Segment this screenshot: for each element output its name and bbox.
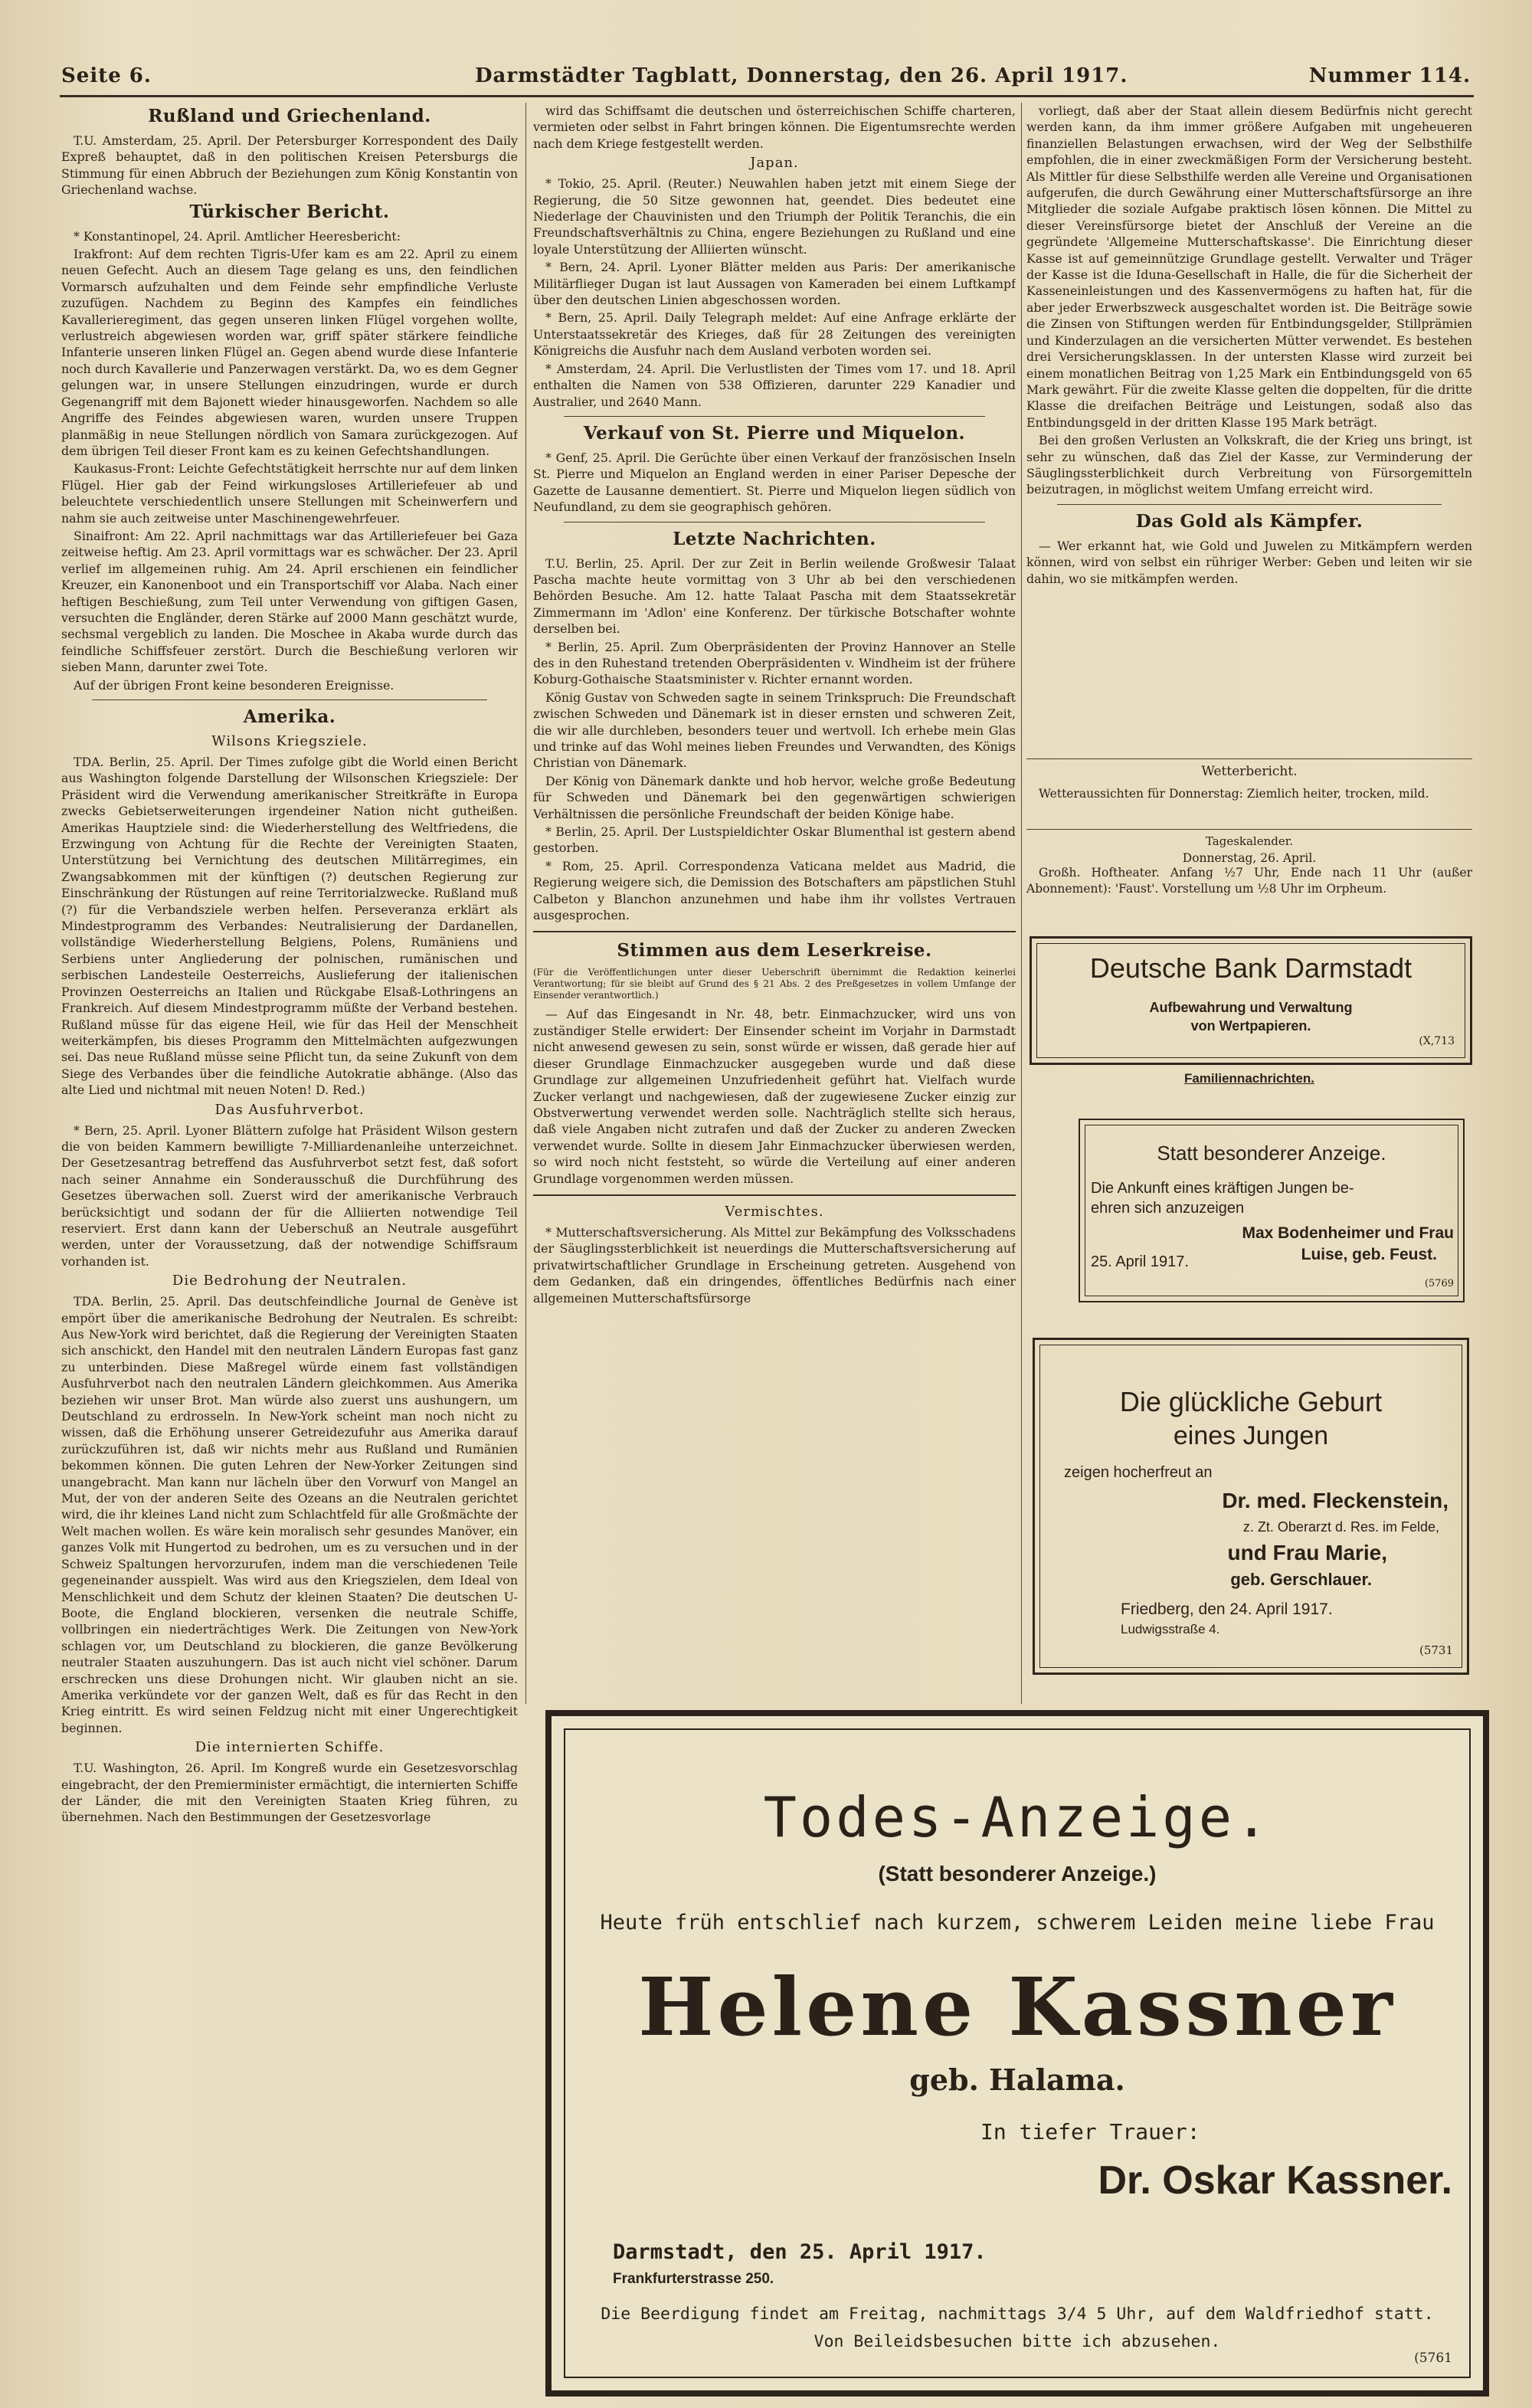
article-latest-2: * Berlin, 25. April. Zum Oberpräsidenten der Provinz Hannover an Stelle des in den Ruhestand tretenden Oberpräsidenten v. Windheim ist der frühere Koburg-Gothaische Staatsminister v. Richter ernannt worden. bbox=[533, 639, 1016, 687]
birth1-names-2: Luise, geb. Feust. bbox=[1301, 1246, 1437, 1263]
article-russia: T.U. Amsterdam, 25. April. Der Petersburger Korrespondent des Daily Expreß behauptet, daß in den politischen Kreisen Petersburgs die Stimmung für einen Abbruch der Beziehungen zum König Konstantin von Griechenland wachse. bbox=[61, 133, 518, 198]
divider bbox=[533, 1194, 1016, 1196]
headline-latest-news: Letzte Nachrichten. bbox=[673, 528, 876, 549]
issue-number: Nummer 114. bbox=[1308, 64, 1471, 87]
obituary-visits-note: Von Beileidsbesuchen bitte ich abzusehen. bbox=[813, 2332, 1221, 2351]
article-st-pierre: * Genf, 25. April. Die Gerüchte über einen Verkauf der französischen Inseln St. Pierre und Miquelon an England werden in einer Pariser Depesche der Gazette de Lausanne dementiert. St. Pierre und Miquelon liegen südlich von Neufundland, zu dem sie geographisch gehören. bbox=[533, 450, 1016, 515]
article-readers-letter: — Auf das Eingesandt in Nr. 48, betr. Einmachzucker, wird uns von zuständiger Stelle erwidert: Der Einsender scheint im Vorjahr in Darmstadt nicht anwesend gewesen zu sein, sonst würde er wissen, daß gerade hier auf dieser Grundlage Einmachzucker ausgegeben wurde und daß diese Grundlage zur allgemeinen Unzufriedenheit geführt hat. Vielfach wurde Zucker verlangt und nachgewiesen, daß der zugewiesene Zucker einzig zur Obstverwertung verwendet werden solle. Nachträglich stellte sich heraus, daß viele Angaben nicht zutrafen und daß der Zucker zu anderen Zwecken verwendet wurde. Sollte in diesem Jahr Einmachzucker überwiesen werden, so wird noch nicht feststeht, so würde die Verteilung auf einer anderen Grundlage vorgenommen werden müssen. bbox=[533, 1007, 1016, 1186]
obituary-place-date: Darmstadt, den 25. April 1917. bbox=[613, 2240, 987, 2264]
obituary-mourning: In tiefer Trauer: bbox=[980, 2119, 1200, 2144]
obituary-code: (5761 bbox=[1414, 2351, 1452, 2366]
birth2-wife: und Frau Marie, bbox=[1227, 1541, 1387, 1564]
divider bbox=[533, 931, 1016, 932]
calendar-heading: Tageskalender. bbox=[1205, 834, 1294, 848]
divider bbox=[564, 522, 985, 523]
birth2-code: (5731 bbox=[1419, 1643, 1453, 1657]
birth2-name: Dr. med. Fleckenstein, bbox=[1222, 1489, 1449, 1512]
birth2-title-2: eines Jungen bbox=[1173, 1421, 1329, 1450]
headline-japan: Japan. bbox=[750, 155, 799, 172]
article-maternity-end: Bei den großen Verlusten an Volkskraft, die der Krieg uns bringt, ist sehr zu wünschen, daß das Ziel der Kasse, zur Verminderung der Säuglingssterblichkeit durch Verbreitung von Fürsorgemitteln beizutragen, in möglichst weitem Umfang erreicht wird. bbox=[1026, 433, 1472, 497]
newspaper-title: Darmstädter Tagblatt, Donnerstag, den 26. April 1917. bbox=[475, 64, 1128, 87]
column-2 bbox=[533, 103, 1016, 1704]
subheadline-interned-ships: Die internierten Schiffe. bbox=[195, 1739, 385, 1756]
calendar-section bbox=[1026, 829, 1472, 899]
article-turk-rest: Auf der übrigen Front keine besonderen Ereignisse. bbox=[74, 677, 394, 693]
headline-america: Amerika. bbox=[243, 706, 336, 727]
article-wilson: TDA. Berlin, 25. April. Der Times zufolge gibt die World einen Bericht aus Washington folgende Darstellung der Wilsonschen Kriegsziele: Der Präsident wird die Verwendung amerikanischer Streitkräfte in Europa zwecks Gebietserweiterungen irgendeiner Nation nicht gutheißen. Amerikas Hauptziele sind: die Wiederherstellung des Weltfriedens, die Erzwingung von Achtung für die Rechte der Vereinigten Staaten, Unterstützung bei Vernichtung des deutschen Militärregimes, ein Zwangsabkommen mit der künftigen (?) deutschen Regierung zur Einschränkung der Rüstungen auf reine Territorialzwecke. Rußland muß (?) für die Verbandsziele werben helfen. Perseveranza erklärt als Mindestprogramm des Verbandes: Neutralisierung der Dardanellen, vollständige Wiederherstellung Belgiens, Polens, Rumäniens und Serbiens unter Angliederung der polnischen, rumänischen und serbischen Landesteile Oesterreichs, Auslieferung der italienischen Provinzen Oesterreichs an Italien und Rückgabe Elsaß-Lothringens an Frankreich. Auf diesem Mindestprogramm müßte der Verband bestehen. Rußland müsse für das eigene Heil, wie für das Heil der Menschheit weiterkämpfen, bis dieses Programm den Mittelmächten aufgezwungen sei. Das neue Rußland müsse seine Pflicht tun, da seine Zukunft von dem Siege des Verbandes über die feindliche Autokratie abhänge. (Also das alte Lied und nichtmal mit neuen Noten! D. Red.) bbox=[61, 755, 518, 1098]
article-interned-ships: T.U. Washington, 26. April. Im Kongreß wurde ein Gesetzesvorschlag eingebracht, der den Premierminister ermächtigt, die internierten Schiffe der Länder, die mit den Vereinigten Staaten Krieg führen, zu übernehmen. Nach den Bestimmungen der Gesetzesvorlage bbox=[61, 1761, 518, 1825]
article-bern-1: * Bern, 24. April. Lyoner Blätter melden aus Paris: Der amerikanische Militärflieger Dugan ist laut Aussagen von Kameraden bei einem Luftkampf über den deutschen Linien abgeschossen worden. bbox=[533, 260, 1016, 308]
birth2-title-1: Die glückliche Geburt bbox=[1119, 1386, 1383, 1417]
subheadline-neutrals: Die Bedrohung der Neutralen. bbox=[172, 1273, 408, 1289]
weather-heading: Wetterbericht. bbox=[1201, 764, 1298, 779]
birth2-street: Ludwigsstraße 4. bbox=[1121, 1622, 1220, 1636]
obituary-title: Todes-Anzeige. bbox=[763, 1785, 1272, 1849]
obituary-funeral-info: Die Beerdigung findet am Freitag, nachmittags 3/4 5 Uhr, auf dem Waldfriedhof statt. bbox=[601, 2305, 1434, 2324]
headline-turkish-report: Türkischer Bericht. bbox=[189, 201, 390, 222]
bank-ad-code: (X,713 bbox=[1419, 1035, 1455, 1047]
obituary-husband: Dr. Oskar Kassner. bbox=[1098, 2158, 1452, 2203]
birth2-intro: zeigen hocherfreut an bbox=[1064, 1464, 1213, 1481]
masthead bbox=[61, 64, 1471, 98]
birth-announcement-2 bbox=[1033, 1338, 1469, 1675]
article-turk-sinai: Sinaifront: Am 22. April nachmittags war das Artilleriefeuer bei Gaza zeitweise heftig. Am 23. April vormittags war es schwächer. Der 23. April verlief im allgemeinen ruhig. Am 24. April erschienen ein feindlicher Kreuzer, ein Kanonenboot und ein Transportschiff vor Alaba. Nach einer heftigen Beschießung, zum Teil unter Verwendung von giftigen Gasen, versuchten die Engländer, deren Stärke auf 2000 Mann geschätzt wurde, sechsmal vergeblich zu landen. Die Moschee in Akaba wurde durch das feindliche Schiffsfeuer zerstört. Durch die Beschießung verloren wir sieben Mann, darunter zwei Tote. bbox=[61, 528, 518, 675]
column-divider bbox=[525, 103, 526, 1704]
article-maternity-continued: vorliegt, daß aber der Staat allein diesem Bedürfnis nicht gerecht werden kann, da ihm immer größere Aufgaben mit ungeheueren finanziellen Belastungen erwachsen, wird der Weg der Selbsthilfe empfohlen, die in einer zweckmäßigen Form der Versicherung besteht. Als Mittler für diese Selbsthilfe werden alle Vereine und Organisationen aufgerufen, die durch Gewährung einer Mutterschaftsfürsorge an ihre Mitglieder die soziale Aufgabe praktisch lösen können. Die Mittel zu dieser Vereinsfürsorge bietet der Anschluß der Vereine an die gegründete 'Allgemeine Mutterschaftskasse'. Die Einrichtung dieser Kasse ist auf gemeinnützige Grundlage gestellt. Verwalter und Träger der Kasse ist die Iduna-Gesellschaft in Halle, die für die Sicherheit der Kasseneinleistungen und des Kassenvermögens zu haften hat, für die aber jeder Erwerbszweck ausgeschaltet worden ist. Die Beiträge sowie die Zinsen von Stiftungen werden für Entbindungsgelder, Stillprämien und Kinderzulagen an die versicherten Mütter verwendet. Es bestehen drei Versicherungsklassen. In der untersten Klasse wird zurzeit bei einem monatlichen Beitrag von 1,25 Mark ein Entbindungsgeld von 65 Mark gewährt. Für die zweite Klasse gelten die doppelten, für die dritte Klasse die dreifachen Beiträge und Leistungen, sodaß also das Entbindungsgeld in der dritten Klasse 195 Mark beträgt. bbox=[1026, 103, 1472, 430]
article-gold: — Wer erkannt hat, wie Gold und Juwelen zu Mitkämpfern werden können, wird von selbst ein rühriger Werber: Geben und leiten wir sie dahin, wo sie mitkämpfen werden. bbox=[1026, 538, 1472, 586]
divider bbox=[564, 416, 985, 417]
article-ships-continued: wird das Schiffsamt die deutschen und österreichischen Schiffe charteren, vermieten oder selbst in Fahrt bringen können. Die Eigentumsrechte werden nach dem Kriege festgestellt werden. bbox=[533, 103, 1016, 151]
obituary-intro: Heute früh entschlief nach kurzem, schwerem Leiden meine liebe Frau bbox=[600, 1911, 1435, 1935]
family-news-heading: Familiennachrichten. bbox=[1183, 1071, 1315, 1086]
birth1-line-1: Die Ankunft eines kräftigen Jungen be- bbox=[1091, 1180, 1354, 1197]
subheadline-wilson: Wilsons Kriegsziele. bbox=[211, 733, 368, 749]
birth1-names-1: Max Bodenheimer und Frau bbox=[1242, 1224, 1454, 1242]
birth1-date: 25. April 1917. bbox=[1091, 1253, 1189, 1270]
subheadline-export-ban: Das Ausfuhrverbot. bbox=[214, 1101, 365, 1118]
weather-text: Wetteraussichten für Donnerstag: Ziemlich heiter, trocken, mild. bbox=[1039, 787, 1429, 801]
article-japan: * Tokio, 25. April. (Reuter.) Neuwahlen haben jetzt mit einem Siege der Regierung, die 50 Sitze gewonnen hat, geendet. Dies bedeutet eine Niederlage der Chauvinisten und den Triumph der Politik Teranchis, die ein Freundschaftsverhältnis zu China, engere Beziehungen zu Rußland und eine loyale Unterstützung der Alliierten wünscht. bbox=[533, 176, 1016, 257]
headline-readers-voices: Stimmen aus dem Leserkreise. bbox=[617, 940, 932, 962]
obituary-street: Frankfurterstrasse 250. bbox=[613, 2271, 774, 2287]
article-latest-3: König Gustav von Schweden sagte in seinem Trinkspruch: Die Freundschaft zwischen Schweden und Dänemark ist in dieser ernsten und schweren Zeit, die wir alle durchleben, besonders teuer und wertvoll. Ich erhebe mein Glas und trinke auf das Wohl meines lieben Freundes und Verwandten, des Königs Christian von Dänemark. bbox=[533, 690, 1016, 771]
article-latest-5: * Berlin, 25. April. Der Lustspieldichter Oskar Blumenthal ist gestern abend gestorben. bbox=[533, 824, 1016, 856]
obituary-deceased-name: Helene Kassner bbox=[638, 1960, 1396, 2054]
bank-name: Deutsche Bank Darmstadt bbox=[1089, 952, 1413, 984]
article-latest-1: T.U. Berlin, 25. April. Der zur Zeit in Berlin weilende Großwesir Talaat Pascha machte heute vormittag von 3 Uhr ab bei den verschiedenen Behörden Besuche. Am 12. hatte Talaat Pascha mit dem Staatssekretär Zimmermann im 'Adlon' eine Konferenz. Der türkische Botschafter wohnte derselben bei. bbox=[533, 555, 1016, 637]
obituary-subtitle: (Statt besonderer Anzeige.) bbox=[878, 1862, 1157, 1885]
birth2-nee: geb. Gerschlauer. bbox=[1230, 1570, 1372, 1589]
bank-advertisement bbox=[1030, 936, 1472, 1065]
headline-russia: Rußland und Griechenland. bbox=[148, 106, 431, 126]
article-latest-4: Der König von Dänemark dankte und hob hervor, welche große Bedeutung für Schweden und Dänemark bei den gegenwärtigen schwierigen Verhältnissen die persönliche Freundschaft der beiden Könige habe. bbox=[533, 773, 1016, 821]
birth1-line-2: ehren sich anzuzeigen bbox=[1091, 1200, 1245, 1217]
article-turk-lead: * Konstantinopel, 24. April. Amtlicher Heeresbericht: bbox=[74, 228, 401, 244]
column-divider bbox=[1021, 103, 1022, 1704]
obituary-maiden-name: geb. Halama. bbox=[909, 2062, 1125, 2097]
divider bbox=[1057, 504, 1442, 505]
bank-line-2: von Wertpapieren. bbox=[1190, 1018, 1311, 1034]
page-number: Seite 6. bbox=[61, 64, 152, 87]
headline-gold: Das Gold als Kämpfer. bbox=[1135, 510, 1363, 532]
birth2-rank: z. Zt. Oberarzt d. Res. im Felde, bbox=[1242, 1519, 1439, 1535]
disclaimer-note: (Für die Veröffentlichungen unter dieser Ueberschrift übernimmt die Redaktion keinerlei Verantwortung; für sie bleibt auf Grund des § 21 Abs. 2 des Preßgesetzes in vollem Umfange der Einsender verantwortlich.) bbox=[533, 967, 1016, 1001]
birth2-place-date: Friedberg, den 24. April 1917. bbox=[1121, 1600, 1333, 1618]
column-1 bbox=[61, 103, 518, 2393]
article-latest-6: * Rom, 25. April. Correspondenza Vaticana meldet aus Madrid, die Regierung weigere sich, die Demission des Botschafters am päpstlichen Stuhl Calbeton y Blanchon anzunehmen und habe ihm ihr vollstes Vertrauen ausgesprochen. bbox=[533, 858, 1016, 923]
birth-announcement-1 bbox=[1079, 1119, 1465, 1302]
article-maternity-insurance: * Mutterschaftsversicherung. Als Mittel zur Bekämpfung des Volksschadens der Säuglingssterblichkeit ist neuerdings die Mutterschaftsversicherung auf privatwirtschaftlicher Grundlage in Erscheinung getreten. Ausgehend von dem Gedanken, daß ein dringendes, öffentliches Bedürfnis nach einer allgemeinen Mutterschaftsfürsorge bbox=[533, 1224, 1016, 1306]
column-3-text bbox=[1026, 103, 1472, 670]
article-bern-2: * Bern, 25. April. Daily Telegraph meldet: Auf eine Anfrage erklärte der Unterstaatssekretär des Krieges, daß für 28 Zeitungen des vereinigten Königreichs die Ausfuhr nach dem Ausland verboten worden sei. bbox=[533, 310, 1016, 359]
article-export-ban: * Bern, 25. April. Lyoner Blättern zufolge hat Präsident Wilson gestern die von beiden Kammern bewilligte 7-Milliardenanleihe unterzeichnet. Der Gesetzesantrag betreffend das Ausfuhrverbot setzt fest, daß sofort nach seiner Annahme ein Sonderausschuß die Durchführung des Gesetzes überwachen soll. Zuerst wird der amerikanische Verbrauch berücksichtigt und sodann der für die Alliierten notwendige Teil reserviert. Erst dann kann der Ueberschuß an Neutrale ausgeführt werden, unter der Voraussetzung, daß der notwendige Schiffsraum vorhanden ist. bbox=[61, 1122, 518, 1269]
masthead-rule bbox=[60, 95, 1474, 97]
weather-section bbox=[1026, 758, 1472, 782]
article-amsterdam: * Amsterdam, 24. April. Die Verlustlisten der Times vom 17. und 18. April enthalten die Namen von 538 Offizieren, darunter 229 Kanadier und Australier, und 2640 Mann. bbox=[533, 361, 1016, 409]
article-turk-kaukasus: Kaukasus-Front: Leichte Gefechtstätigkeit herrschte nur auf dem linken Flügel. Hier gab der Feind wirkungsloses Artilleriefeuer ab und beleuchtete verschiedentlich unsere Stellungen mit Scheinwerfern und nahm sie auch zeitweise unter Maschinengewehrfeuer. bbox=[61, 461, 518, 526]
article-neutrals: TDA. Berlin, 25. April. Das deutschfeindliche Journal de Genève ist empört über die amerikanische Bedrohung der Neutralen. Es schreibt: Aus New-York wird berichtet, daß die Regierung der Vereinigten Staaten sich anschickt, den Handel mit den neutralen Ländern Europas fast ganz zu unterbinden. Diese Maßregel würde einem fast vollständigen Ausfuhrverbot nach den neutralen Ländern gleichkommen. Aus Amerika beziehen wir unser Brot. Man würde also zuerst uns aushungern, um Deutschland zu erdrosseln. In New-York scheint man noch nicht zu wissen, daß die Erhöhung unserer Getreidezufuhr aus Amerika darauf zurückzuführen ist, daß wir nichts mehr aus Rußland und Rumänien bekommen können. Die guten Lehren der New-Yorker Zeitungen sind unangebracht. Man kann nur lächeln über den Vorwurf von Mangel an Mut, der von der anderen Seite des Ozeans an die Neutralen gerichtet wird, die ihr kleines Land nicht zum Schlachtfeld für alle Großmächte der Welt machen wollen. Es wäre kein moralisch sehr gesundes Manöver, ein ganzes Volk mit Hungertod zu bedrohen, um es zu versuchen und in der Schweiz Spaltungen hervorzurufen, indem man die verschiedenen Teile gegeneinander ausspielt. Was wird aus den Kriegszielen, dem Ideal von Menschlichkeit und dem Schutz der kleinen Staaten? Die deutschen U-Boote, die England blockieren, versenken die neutrale Schiffe, vollbringen ein niederträchtiges Werk. Die Zeitungen von New-York schlagen vor, um Deutschland zu blockieren, die ganze Bevölkerung neutraler Staaten auszuhungern. Das ist auch nicht viel schöner. Darum erschrecken uns diese Drohungen nicht. Wir glauben nicht an sie. Amerika verkündete vor der ganzen Welt, daß es für das Recht in den Krieg eintritt. Es wird seinen Feldzug nicht mit einer Ungerechtigkeit beginnen. bbox=[61, 1294, 518, 1735]
calendar-text: Großh. Hoftheater. Anfang ½7 Uhr, Ende nach 11 Uhr (außer Abonnement): 'Faust'. Vorstellung um ½8 Uhr im Orpheum. bbox=[1026, 866, 1472, 896]
birth1-title: Statt besonderer Anzeige. bbox=[1157, 1142, 1386, 1165]
birth1-code: (5769 bbox=[1424, 1278, 1454, 1289]
bank-line-1: Aufbewahrung und Verwaltung bbox=[1149, 1000, 1353, 1015]
headline-st-pierre: Verkauf von St. Pierre und Miquelon. bbox=[583, 422, 966, 444]
divider bbox=[92, 699, 487, 700]
calendar-date: Donnerstag, 26. April. bbox=[1182, 851, 1317, 865]
headline-miscellaneous: Vermischtes. bbox=[725, 1203, 824, 1220]
obituary-notice bbox=[545, 1710, 1489, 2397]
article-turk-irak: Irakfront: Auf dem rechten Tigris-Ufer kam es am 22. April zu einem neuen Gefecht. Auch an diesem Tage gelang es uns, den feindlichen Vormarsch aufzuhalten und dem Feinde sehr empfindliche Verluste zuzufügen. Nachdem zu Beginn des Kampfes ein feindliches Kavallerieregiment, das gegen unseren linken Flügel vorgehen wollte, verlustreich abgewiesen worden war, griff später stärkere feindliche Infanterie unseren linken Flügel an. Gegen abend wurde diese Infanterie noch durch Kavallerie und Panzerwagen verstärkt. Da, wo es dem Gegner gelungen war, in unsere Stellungen einzudringen, wurde er durch Gegenangriff mit dem Bajonett wieder hinausgeworfen. Nachdem so alle Angriffe des Feindes abgewiesen waren, wurden unsere Truppen planmäßig in neue Stellungen nördlich von Samara zurückgezogen. Auf dem übrigen Teil dieser Front kam es zu keinen Gefechtshandlungen. bbox=[61, 247, 518, 458]
